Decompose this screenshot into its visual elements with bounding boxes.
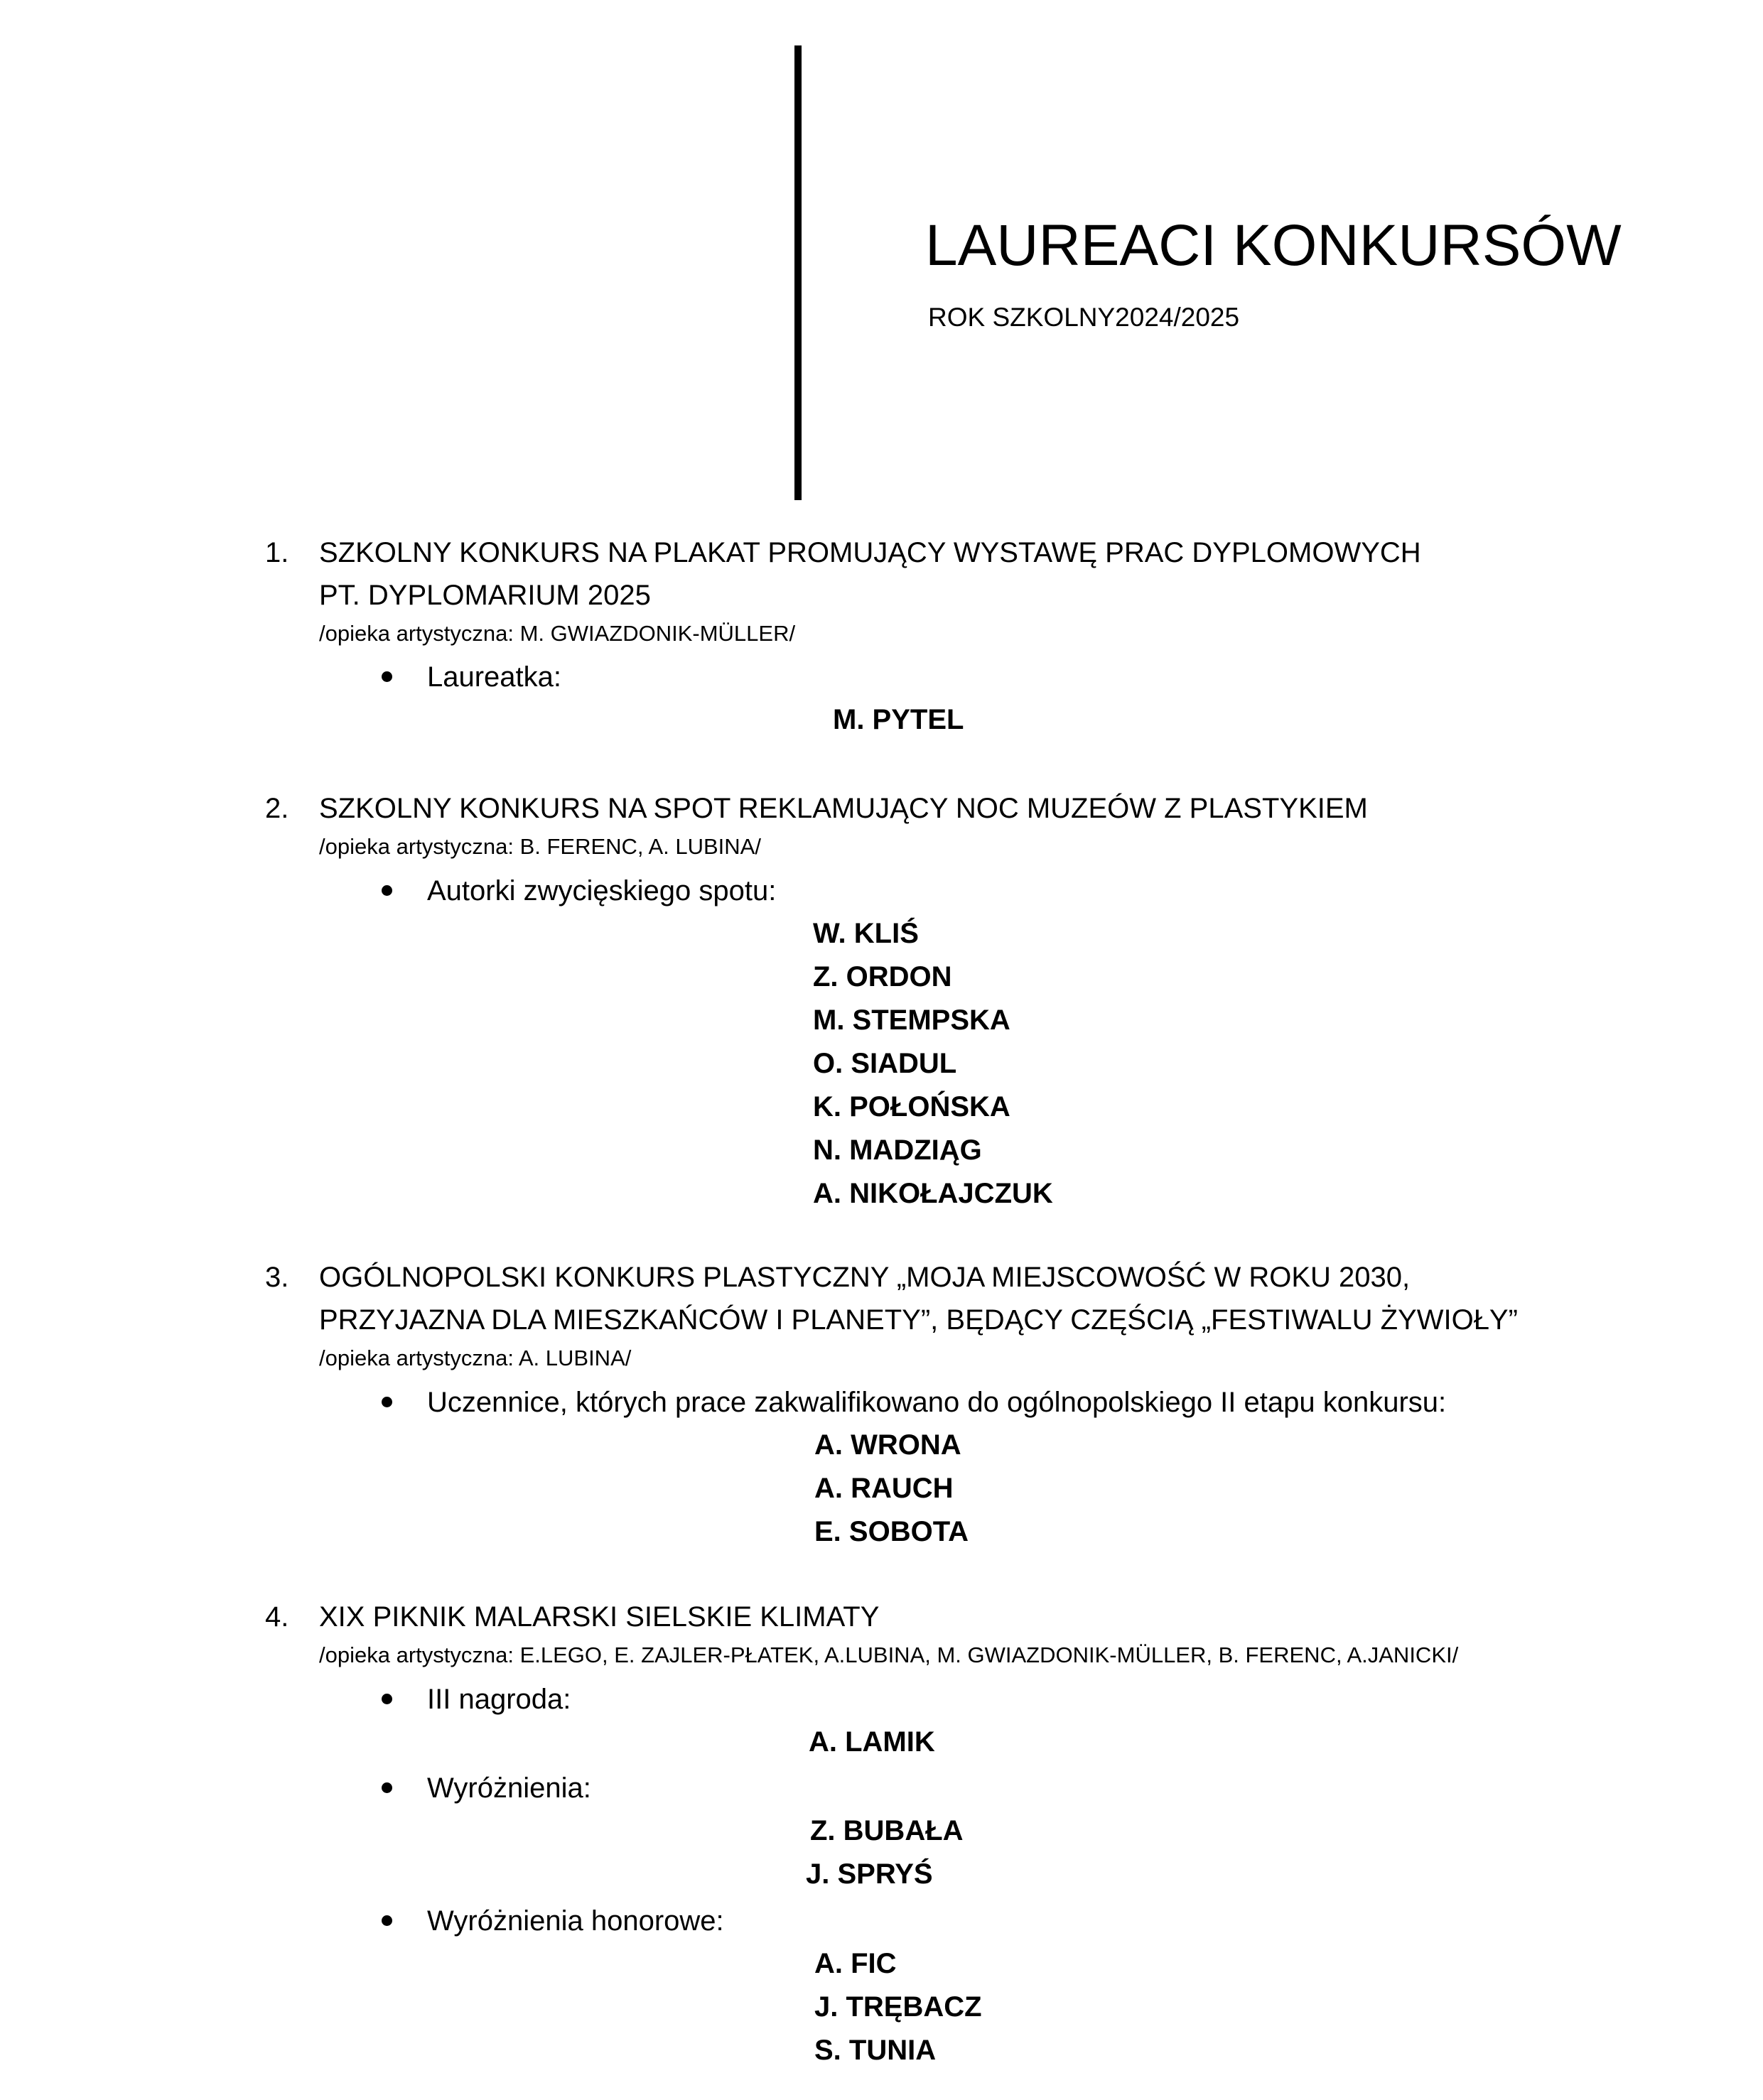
section-number: 2.: [265, 793, 289, 824]
section-heading-line: SZKOLNY KONKURS NA SPOT REKLAMUJĄCY NOC MUZEÓW Z PLASTYKIEM: [319, 793, 1368, 824]
bullet-item: [0, 1381, 1763, 1424]
vertical-divider-line: [794, 45, 802, 500]
laureate-name: E. SOBOTA: [814, 1516, 969, 1547]
bullet-icon: [382, 885, 392, 896]
bullet-item: [0, 1678, 1763, 1721]
laureate-name: Z. ORDON: [813, 961, 952, 992]
laureate-name: W. KLIŚ: [813, 918, 919, 949]
bullet-icon: [382, 1397, 392, 1407]
section-number: 1.: [265, 537, 289, 568]
bullet-label: III nagroda:: [427, 1684, 571, 1715]
laureate-name: A. WRONA: [814, 1429, 961, 1461]
laureate-name: Z. BUBAŁA: [810, 1815, 964, 1846]
laureate-name: A. NIKOŁAJCZUK: [813, 1178, 1053, 1209]
bullet-item: [0, 1900, 1763, 1942]
bullet-item: [0, 1767, 1763, 1809]
section-note: /opieka artystyczna: E.LEGO, E. ZAJLER-PŁATEK, A.LUBINA, M. GWIAZDONIK-MÜLLER, B. FERENC, A.JANICKI/: [319, 1642, 1459, 1667]
section-heading-line: SZKOLNY KONKURS NA PLAKAT PROMUJĄCY WYSTAWĘ PRAC DYPLOMOWYCH: [319, 537, 1421, 568]
laureate-name: J. TRĘBACZ: [814, 1991, 982, 2023]
section-number: 4.: [265, 1601, 289, 1633]
bullet-label: Laureatka:: [427, 661, 562, 693]
laureate-name: M. STEMPSKA: [813, 1005, 1010, 1036]
laureate-name: N. MADZIĄG: [813, 1135, 982, 1166]
bullet-label: Wyróżnienia honorowe:: [427, 1905, 724, 1937]
bullet-item: [0, 870, 1763, 912]
bullet-item: [0, 656, 1763, 698]
laureate-name: A. FIC: [814, 1948, 897, 1979]
bullet-icon: [382, 671, 392, 682]
section-note: /opieka artystyczna: B. FERENC, A. LUBINA/: [319, 834, 761, 859]
section-heading-line: OGÓLNOPOLSKI KONKURS PLASTYCZNY „MOJA MIEJSCOWOŚĆ W ROKU 2030,: [319, 1262, 1411, 1293]
bullet-label: Autorki zwycięskiego spotu:: [427, 875, 777, 906]
laureate-name: A. RAUCH: [814, 1473, 954, 1504]
laureate-name: J. SPRYŚ: [806, 1858, 933, 1890]
section-heading-line: PRZYJAZNA DLA MIESZKAŃCÓW I PLANETY”, BĘDĄCY CZĘŚCIĄ „FESTIWALU ŻYWIOŁY”: [319, 1304, 1518, 1336]
laureate-name: A. LAMIK: [809, 1726, 935, 1758]
document-subtitle: ROK SZKOLNY2024/2025: [928, 303, 1240, 332]
bullet-icon: [382, 1694, 392, 1704]
section-number: 3.: [265, 1262, 289, 1293]
bullet-icon: [382, 1782, 392, 1793]
section-note: /opieka artystyczna: M. GWIAZDONIK-MÜLLER/: [319, 621, 796, 646]
document-title: LAUREACI KONKURSÓW: [925, 213, 1622, 278]
laureate-name: S. TUNIA: [814, 2035, 937, 2066]
laureate-name: O. SIADUL: [813, 1048, 957, 1079]
laureate-name: M. PYTEL: [833, 704, 964, 735]
laureate-name: K. POŁOŃSKA: [813, 1091, 1010, 1122]
bullet-label: Wyróżnienia:: [427, 1772, 591, 1804]
section-heading-line: XIX PIKNIK MALARSKI SIELSKIE KLIMATY: [319, 1601, 880, 1633]
section-heading-line: PT. DYPLOMARIUM 2025: [319, 580, 651, 611]
bullet-icon: [382, 1915, 392, 1926]
bullet-label: Uczennice, których prace zakwalifikowano do ogólnopolskiego II etapu konkursu:: [427, 1387, 1447, 1418]
section-note: /opieka artystyczna: A. LUBINA/: [319, 1346, 632, 1370]
